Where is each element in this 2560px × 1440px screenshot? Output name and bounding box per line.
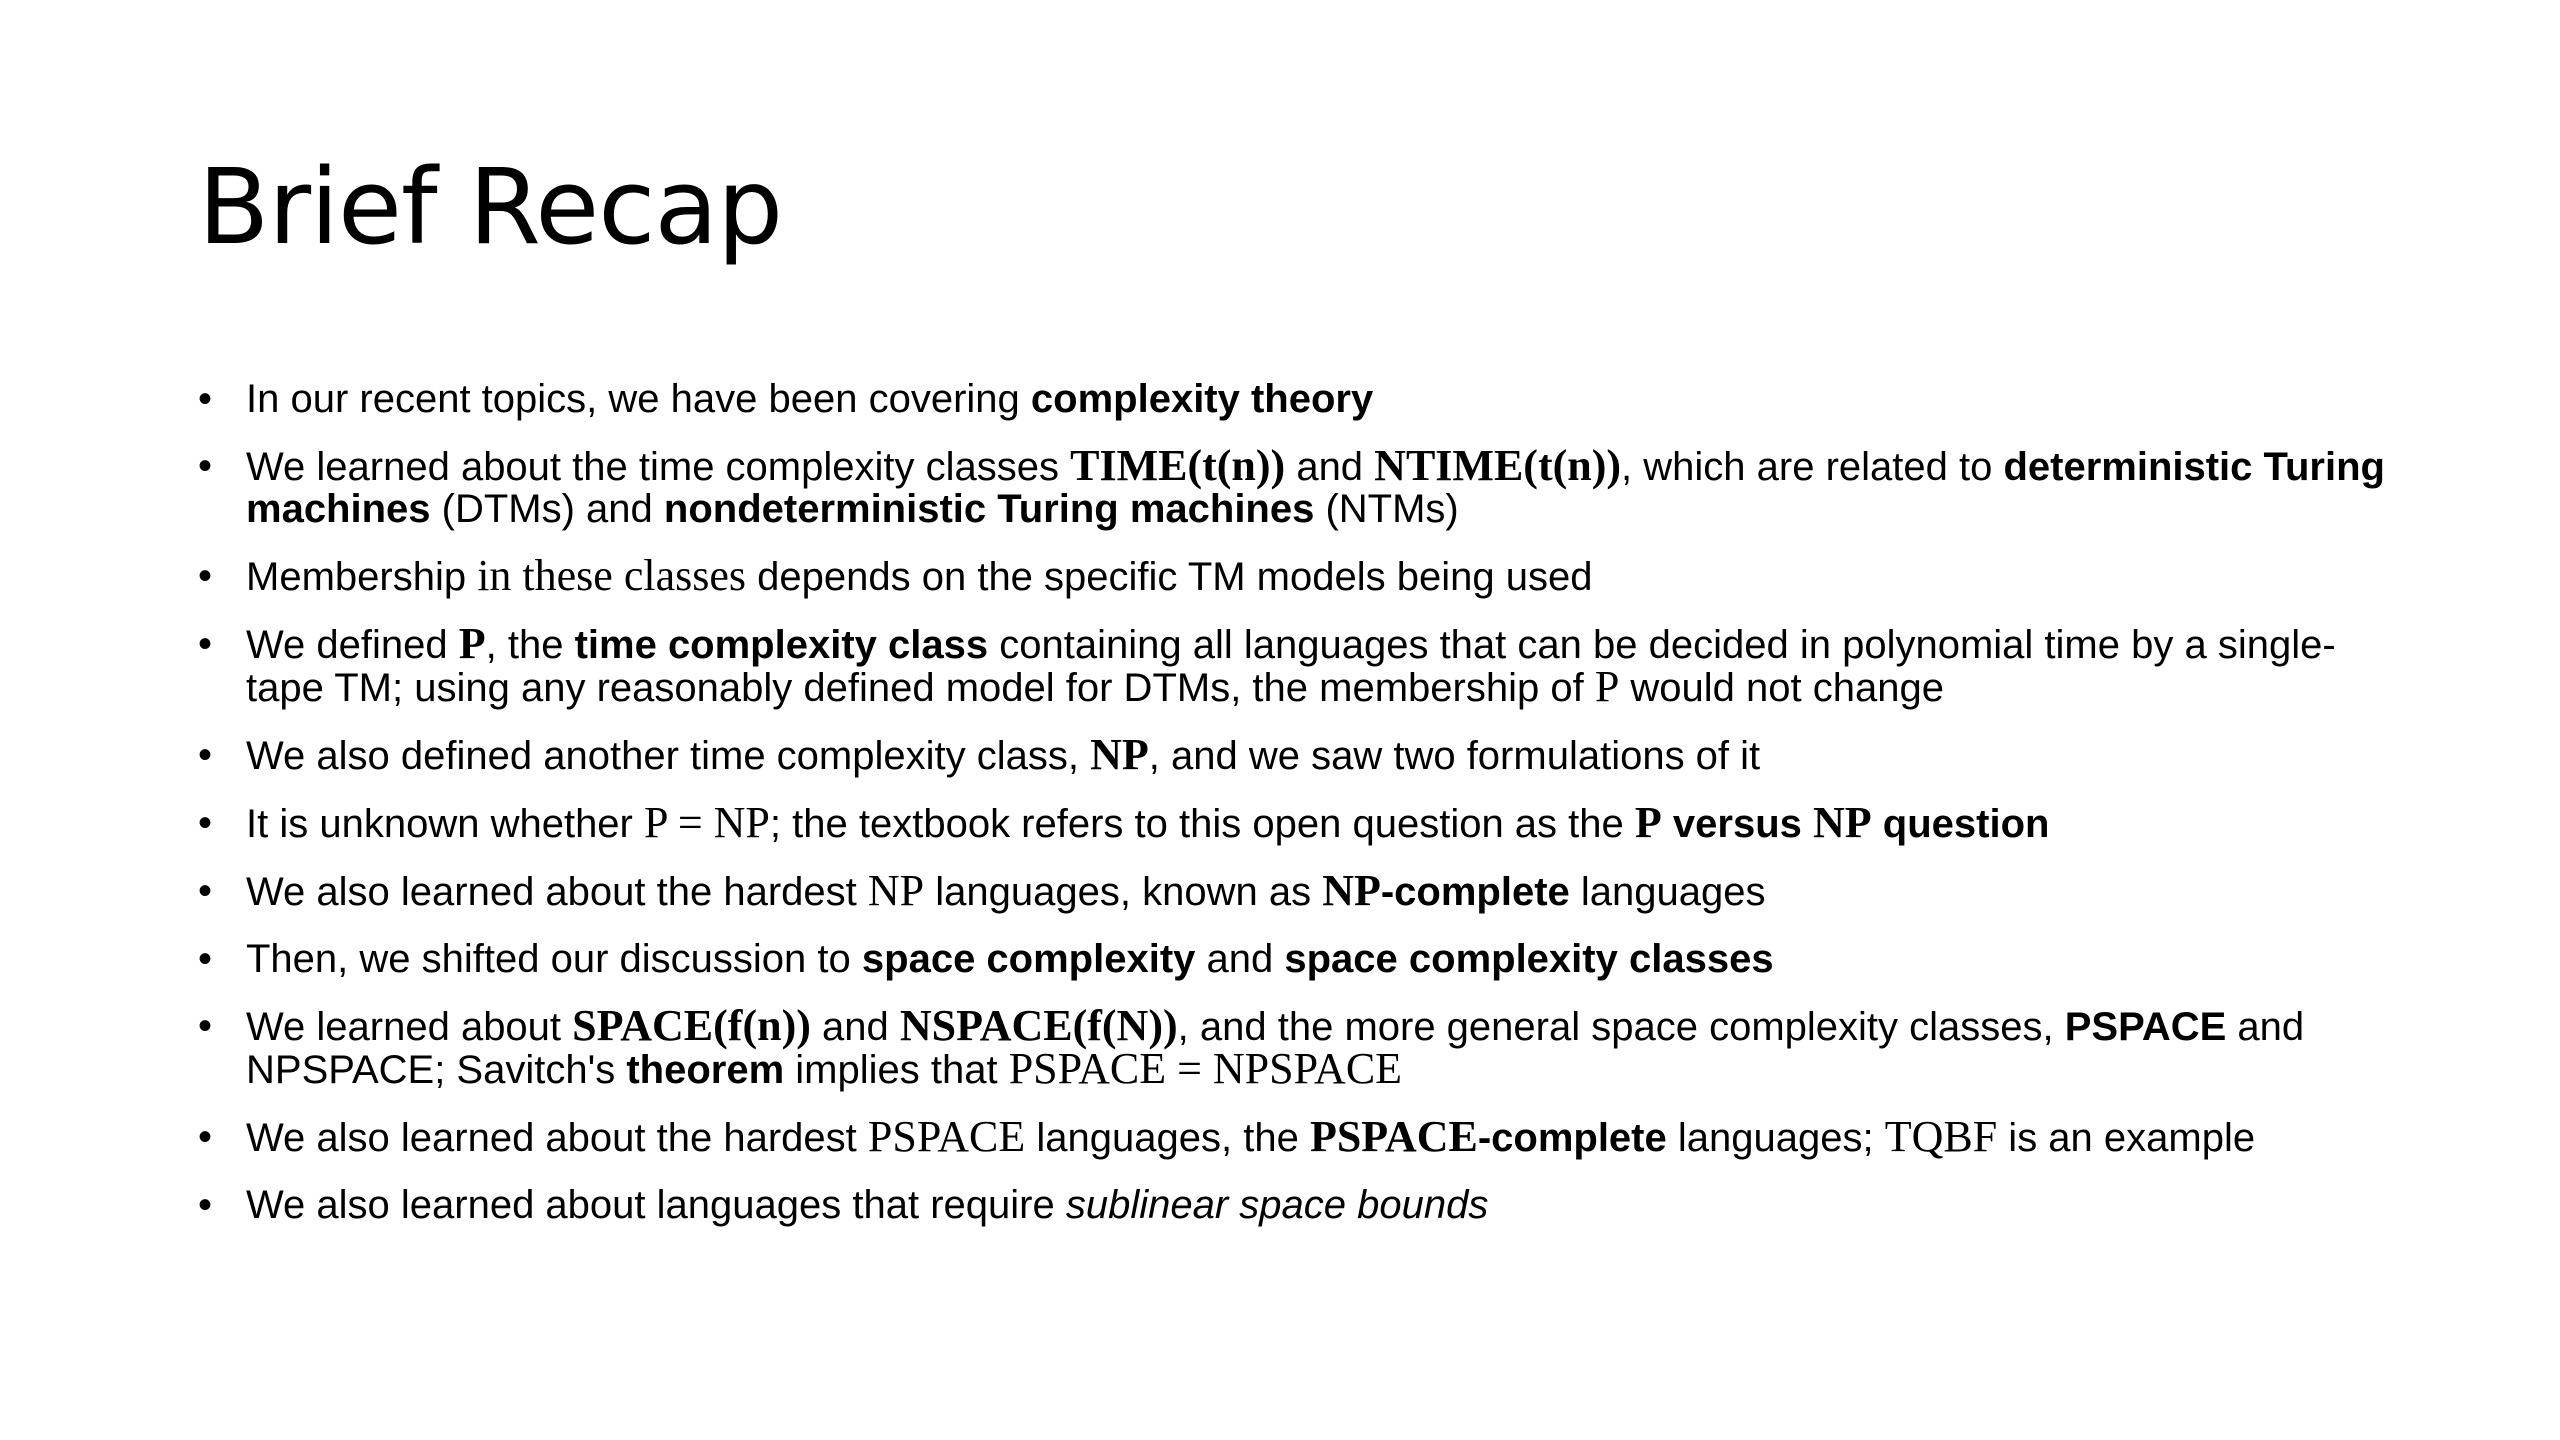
bullet-text-segment: is an example [1997, 1116, 2256, 1160]
bullet-item-6 [198, 798, 2398, 847]
bullet-item-9 [198, 1001, 2398, 1093]
bullet-item-8 [198, 938, 2398, 980]
bullet-item-3 [198, 551, 2398, 600]
bullet-text-segment: languages, the [1025, 1116, 1310, 1160]
bullet-text-segment: time complexity class [574, 623, 989, 667]
bullet-text-segment: (NTMs) [1314, 487, 1459, 531]
bullet-text-segment: and [1285, 445, 1375, 489]
bullet-text-segment: containing all languages that can be decided in polynomial time by a single-tape TM; using any reasonably defined model for DTMs, the membership of [246, 623, 2336, 710]
bullet-text-segment: -complete [1380, 870, 1570, 914]
bullet-text-segment: We also learned about the hardest [246, 1116, 868, 1160]
bullet-item-5 [198, 730, 2398, 779]
bullet-text-segment: NTIME(t(n)) [1374, 441, 1622, 490]
bullet-text-segment: P [1594, 662, 1620, 711]
bullet-text-segment: (DTMs) and [430, 487, 664, 531]
bullet-item-2 [198, 441, 2398, 531]
bullet-text-segment: NP [1090, 730, 1149, 779]
bullet-text-segment: P [1634, 798, 1662, 847]
bullet-text-segment: depends on the specific TM models being used [746, 555, 1593, 599]
bullet-text-segment: Membership [246, 555, 478, 599]
bullet-text-segment: -complete [1477, 1116, 1667, 1160]
bullet-text-segment: PSPACE [867, 1112, 1026, 1161]
bullet-text-segment: complexity theory [1030, 377, 1374, 421]
bullet-text-segment: sublinear space bounds [1065, 1183, 1489, 1227]
bullet-text-segment: PSPACE = NPSPACE [1008, 1044, 1403, 1093]
bullet-text-segment: languages, known as [924, 870, 1323, 914]
bullet-text-segment: SPACE(f(n)) [572, 1001, 811, 1050]
bullet-text-segment: and [1195, 937, 1285, 981]
bullet-text-segment: implies that [784, 1048, 1009, 1092]
bullet-text-segment: would not change [1619, 666, 1944, 710]
bullet-text-segment: space complexity classes [1284, 937, 1774, 981]
bullet-item-1 [198, 378, 2398, 420]
bullet-text-segment: We learned about [246, 1005, 573, 1049]
bullet-text-segment: and NPSPACE; Savitch's [246, 1005, 2305, 1092]
bullet-text-segment: P = NP [644, 798, 770, 847]
bullet-item-4 [198, 619, 2398, 711]
bullet-text-segment: TIME(t(n)) [1070, 441, 1286, 490]
bullet-text-segment: TQBF [1884, 1112, 1998, 1161]
bullet-text-segment: NP [1813, 798, 1872, 847]
bullet-text-segment: We learned about the time complexity classes [246, 445, 1071, 489]
bullet-text-segment: versus [1661, 802, 1813, 846]
bullet-text-segment: P [458, 619, 486, 668]
bullet-text-segment: We also defined another time complexity class, [246, 734, 1091, 778]
bullet-text-segment: ; the textbook refers to this open question as the [769, 802, 1635, 846]
bullet-text-segment: languages; [1666, 1116, 1885, 1160]
bullet-text-segment: languages [1569, 870, 1766, 914]
bullet-text-segment: , and the more general space complexity classes, [1177, 1005, 2065, 1049]
bullet-text-segment: in these classes [477, 551, 747, 600]
bullet-item-7 [198, 866, 2398, 915]
bullet-text-segment: and [810, 1005, 900, 1049]
bullet-text-segment: NSPACE(f(N)) [899, 1001, 1178, 1050]
bullet-text-segment: nondeterministic Turing machines [663, 487, 1315, 531]
bullet-text-segment: , which are related to [1621, 445, 2004, 489]
bullet-text-segment: It is unknown whether [246, 802, 644, 846]
bullet-text-segment: , the [485, 623, 575, 667]
bullet-text-segment: We defined [246, 623, 459, 667]
bullet-text-segment: space complexity [861, 937, 1196, 981]
bullet-text-segment: NP [1322, 866, 1381, 915]
bullet-text-segment: theorem [626, 1048, 785, 1092]
bullet-text-segment: PSPACE [2064, 1005, 2227, 1049]
bullet-text-segment: question [1871, 802, 2050, 846]
bullet-text-segment: Then, we shifted our discussion to [246, 937, 862, 981]
bullet-item-10 [198, 1112, 2398, 1161]
bullet-text-segment: , and we saw two formulations of it [1148, 734, 1761, 778]
slide-title: Brief Recap [198, 146, 783, 268]
bullet-text-segment: We also learned about languages that require [246, 1183, 1066, 1227]
bullet-item-11 [198, 1184, 2398, 1226]
bullet-text-segment: NP [867, 866, 925, 915]
bullet-text-segment: PSPACE [1309, 1112, 1478, 1161]
bullet-list [198, 378, 2398, 1251]
bullet-text-segment: In our recent topics, we have been covering [246, 377, 1031, 421]
bullet-text-segment: We also learned about the hardest [246, 870, 868, 914]
bullet-text-segment: deterministic Turing machines [246, 445, 2385, 531]
